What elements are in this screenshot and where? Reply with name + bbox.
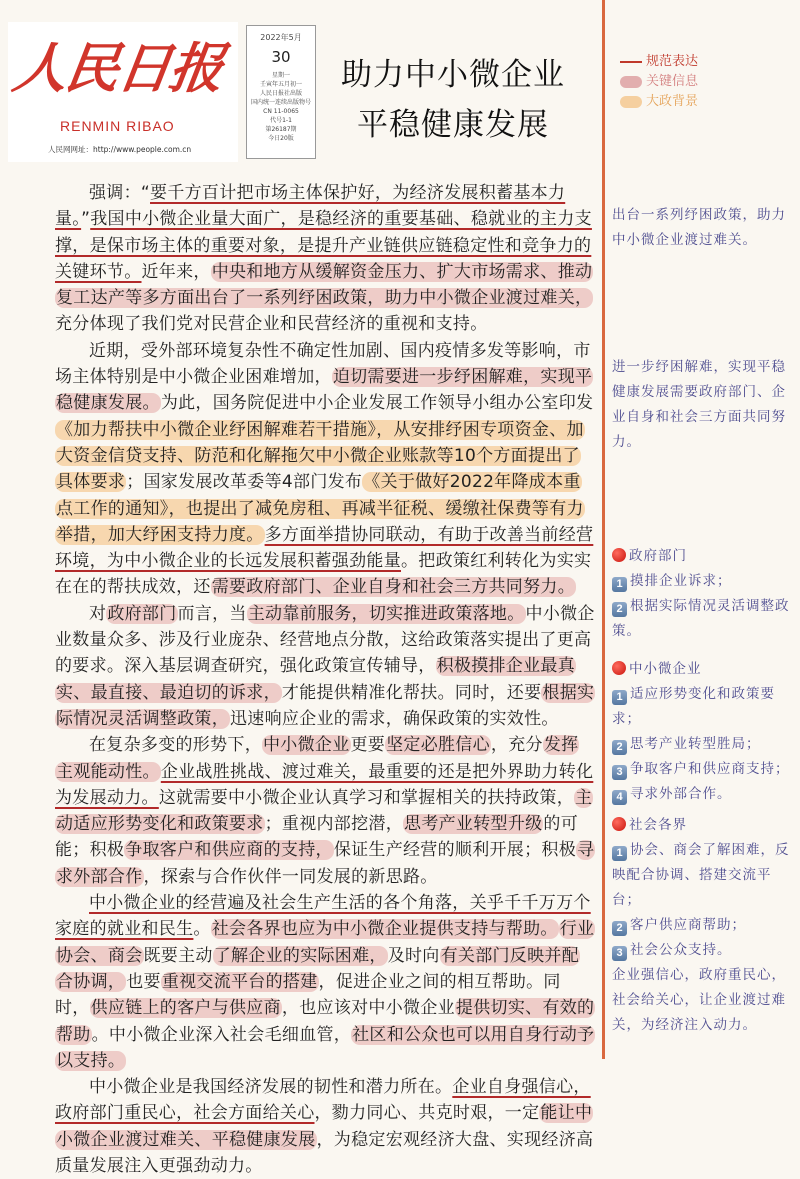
key-info-highlight: 社会各界也应为中小微企业提供支持与帮助。 <box>211 919 558 940</box>
key-info-highlight: 根据实际情况灵活调整政策， <box>56 682 595 729</box>
text-segment: ；重视内部挖潜， <box>264 814 404 835</box>
newspaper-masthead <box>8 22 238 162</box>
keycap-3-icon: 3 <box>612 946 627 961</box>
text-segment: 近期，受外部环境复杂性不确定性加剧、国内疫情多发等影响，市场主体特别是中小微企业困难增加， <box>55 340 591 388</box>
group-item: 适应形势变化和政策要求； <box>612 686 775 727</box>
red-dot-icon <box>612 548 626 562</box>
text-segment: ，为稳定宏观经济大盘、实现经济高质量发展注入更强劲动力。 <box>55 1129 594 1176</box>
text-segment: 既要主动 <box>143 945 213 966</box>
key-info-highlight: 积极摸排企业最真实、最直接、最迫切的诉求， <box>56 656 576 703</box>
group-item: 寻求外部合作。 <box>630 786 732 802</box>
text-segment: ，也应该对中小微企业 <box>281 998 455 1019</box>
text-segment: 才能提供精准化帮扶。同时，还要 <box>281 682 542 703</box>
group-item: 根据实际情况灵活调整政策。 <box>612 598 790 639</box>
normative-underline: 中小微企业的经营遍及社会生产生活的各个角落，关乎千千万万个家庭的就业和民生 <box>55 893 591 940</box>
issue-number: 第26187期 <box>265 125 297 133</box>
normative-underline: 多方面举措协同联动，有助于改善当前经营环境，为中小微企业的长远发展积蓄强劲能量 <box>55 524 594 572</box>
keycap-1-icon: 1 <box>612 577 627 592</box>
group-item: 社会公众支持。 <box>630 942 732 958</box>
key-info-highlight: 思考产业转型升级 <box>404 814 543 835</box>
issn-label: 国内统一连续出版物号 <box>250 98 311 106</box>
pink-legend-swatch <box>620 76 642 88</box>
key-info-highlight: 中央和地方从缓解资金压力、扩大市场需求、推动复工达产等多方面出台了一系列纾困政策，助力中小微企业渡过难关， <box>56 261 593 309</box>
weekday: 星期一 <box>271 71 290 79</box>
article-paragraph <box>55 890 595 1074</box>
group-heading: 政府部门 <box>629 548 687 564</box>
key-info-highlight: 中小微企业 <box>263 735 350 756</box>
text-segment: ；国家发展改革委等4部门发布 <box>126 472 363 493</box>
group-item: 协会、商会了解困难，反映配合协调、搭建交流平台； <box>612 842 790 908</box>
group-item: 争取客户和供应商支持； <box>630 761 790 777</box>
text-segment: ，勠力同心、共克时艰，一定 <box>314 1103 540 1124</box>
group-item: 摸排企业诉求； <box>630 573 732 589</box>
article-paragraph <box>55 338 595 601</box>
key-info-highlight: 主动靠前服务，切实推进政策落地。 <box>247 603 525 624</box>
text-segment: 也要 <box>126 971 161 992</box>
newspaper-logo: 人民日报 <box>9 36 227 100</box>
key-info-highlight: 坚定必胜信心 <box>386 735 490 756</box>
key-info-highlight: 了解企业的实际困难， <box>213 945 387 966</box>
key-info-highlight: 需要政府部门、企业自身和社会三方共同努力。 <box>211 577 576 598</box>
date-year-month: 2022年5月 <box>260 33 302 42</box>
key-info-highlight: 重视交流平台的搭建 <box>161 971 318 992</box>
normative-underline: 要千方百计把市场主体保护好，为经济发展积蓄基本力量。 <box>55 183 566 230</box>
postal-code: 代号1-1 <box>270 116 292 124</box>
text-segment: 保证生产经营的顺利开展；积极 <box>333 840 577 861</box>
text-segment: 近年来， <box>141 261 211 282</box>
legend-normative: 规范表达 <box>646 54 699 69</box>
legend-policy-background: 大政背景 <box>646 94 699 109</box>
keycap-2-icon: 2 <box>612 602 627 617</box>
side-group-society <box>612 813 792 963</box>
text-segment: 强调：“ <box>89 183 151 203</box>
text-segment: 。中小微企业深入社会毛细血管， <box>91 1024 352 1045</box>
newspaper-logo-english: RENMIN RIBAO <box>60 118 175 134</box>
red-dot-icon <box>612 661 626 675</box>
red-dot-icon <box>612 817 626 831</box>
text-segment: 及时向 <box>387 945 440 966</box>
policy-background-highlight: 《关于做好2022年降成本重点工作的通知》，也提出了减免房租、再减半征税、缓缴社保费等有力举措，加大纾困支持力度。 <box>56 472 584 545</box>
policy-background-highlight: 《加力帮扶中小微企业纾困解难若干措施》，从安排纾困专项资金、加大资金信贷支持、防范和化解拖欠中小微企业账款等10个方面提出了具体要求 <box>56 419 584 493</box>
keycap-4-icon: 4 <box>612 790 627 805</box>
text-segment: 而言，当 <box>177 603 247 624</box>
text-segment: 的可能；积极 <box>55 814 579 861</box>
key-info-highlight: 主动适应形势变化和政策要求 <box>56 787 593 835</box>
article-paragraph <box>55 601 595 732</box>
key-info-highlight: 争取客户和供应商的支持， <box>125 840 333 861</box>
title-line-1: 助力中小微企业 <box>341 57 565 93</box>
key-info-highlight: 寻求外部合作 <box>56 840 595 887</box>
keycap-2-icon: 2 <box>612 740 627 755</box>
text-segment: 在复杂多变的形势下， <box>89 735 262 756</box>
text-segment: 对 <box>89 603 107 624</box>
key-info-highlight: 发挥主观能动性。 <box>56 735 579 782</box>
key-info-highlight: 行业协会、商会 <box>56 919 595 966</box>
text-segment: 中小微企业是我国经济发展的韧性和潜力所在。 <box>89 1077 453 1098</box>
text-segment: ” <box>81 209 91 230</box>
side-conclusion: 企业强信心，政府重民心，社会给关心，让企业渡过难关，为经济注入动力。 <box>612 967 786 1033</box>
orange-legend-swatch <box>620 96 642 108</box>
group-heading: 社会各界 <box>629 817 687 833</box>
key-info-highlight: 供应链上的客户与供应商 <box>90 998 281 1019</box>
normative-underline: 我国中小微企业量大面广，是稳经济的重要基础、稳就业的主力支撑，是保市场主体的重要对象，是提升产业链供应链稳定性和竞争力的关键环节。 <box>55 209 592 282</box>
key-info-highlight: 提供切实、有效的帮助 <box>56 998 595 1045</box>
article-body <box>55 180 595 1179</box>
lunar-date: 壬寅年五月初一 <box>259 80 302 88</box>
text-segment: 充分体现了我们党对民营企业和民营经济的重视和支持。 <box>55 314 488 335</box>
keycap-1-icon: 1 <box>612 690 627 705</box>
normative-underline: 企业战胜挑战、渡过难关，最重要的还是把外界助力转化为发展动力。 <box>55 761 594 808</box>
text-segment: ，促进企业之间的相互帮助。同时， <box>55 971 561 1019</box>
text-segment: 这就需要中小微企业认真学习和掌握相关的扶持政策， <box>158 787 575 808</box>
key-info-highlight: 能让中小微企业渡过难关、平稳健康发展 <box>56 1103 593 1150</box>
underline-legend-swatch <box>620 61 642 63</box>
key-info-highlight: 有关部门反映并配合协调， <box>56 945 580 992</box>
side-note-1: 出台一系列纾困政策，助力中小微企业渡过难关。 <box>612 207 786 248</box>
text-segment: 迅速响应企业的需求，确保政策的实效性。 <box>230 708 559 729</box>
keycap-3-icon: 3 <box>612 765 627 780</box>
date-day: 30 <box>271 48 291 66</box>
side-group-government <box>612 544 792 644</box>
text-segment: ，充分 <box>490 735 543 756</box>
text-segment: ，探索与合作伙伴一同发展的新思路。 <box>143 866 438 887</box>
cn-number: CN 11-0065 <box>263 107 299 115</box>
group-heading: 中小微企业 <box>629 661 702 677</box>
date-box <box>246 25 316 159</box>
side-group-sme <box>612 657 792 807</box>
group-item: 思考产业转型胜局； <box>630 736 761 752</box>
side-note-2: 进一步纾困解难，实现平稳健康发展需要政府部门、企业自身和社会三方面共同努力。 <box>612 359 786 450</box>
page-count: 今日20版 <box>268 134 294 142</box>
article-paragraph <box>55 180 595 338</box>
article-paragraph <box>55 732 595 890</box>
key-info-highlight: 社区和公众也可以用自身行动予以支持。 <box>56 1024 595 1071</box>
page-title <box>318 50 588 150</box>
key-info-highlight: 政府部门 <box>107 603 177 624</box>
article-paragraph <box>55 1074 595 1179</box>
text-segment: 更要 <box>350 735 386 756</box>
legend-key-info: 关键信息 <box>646 74 699 89</box>
text-segment: 中小微企业数量众多、涉及行业庞杂、经营地点分散，这给政策落实提出了更高的要求。深入基层调查研究，强化政策宣传辅导， <box>55 603 595 677</box>
text-segment: 。把政策红利转化为实实在在的帮扶成效，还 <box>55 551 592 598</box>
normative-underline: 企业自身强信心，政府部门重民心，社会方面给关心 <box>55 1077 591 1124</box>
keycap-1-icon: 1 <box>612 846 627 861</box>
legend <box>620 52 698 112</box>
text-segment: 。 <box>193 919 211 940</box>
group-item: 客户供应商帮助； <box>630 917 746 933</box>
column-divider <box>602 0 605 1059</box>
text-segment: 为此，国务院促进中小企业发展工作领导小组办公室印发 <box>160 393 594 414</box>
key-info-highlight: 迫切需要进一步纾困解难，实现平稳健康发展。 <box>56 367 593 414</box>
website-text: 人民网网址：http://www.people.com.cn <box>48 145 192 154</box>
publisher: 人民日报社出版 <box>259 89 302 97</box>
title-line-2: 平稳健康发展 <box>357 107 549 143</box>
keycap-2-icon: 2 <box>612 921 627 936</box>
